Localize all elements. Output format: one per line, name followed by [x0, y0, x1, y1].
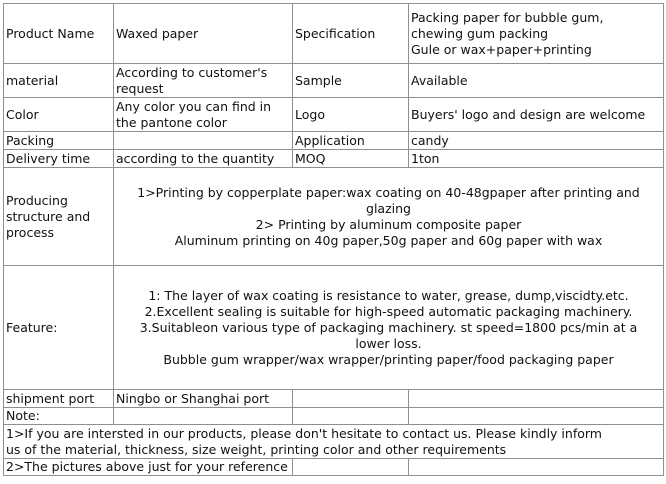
row-material: [4, 64, 664, 98]
producing-line: 1>Printing by copperplate paper:wax coating on 40-48gpaper after printing and: [137, 184, 640, 200]
note-empty-cell: [293, 408, 409, 425]
row-note-1: [4, 425, 664, 459]
note-2-empty-cell: [293, 459, 409, 476]
moq-value: 1ton: [409, 150, 664, 168]
note-empty-cell: [114, 408, 293, 425]
specification-label: Specification: [293, 4, 409, 64]
application-label: Application: [293, 132, 409, 150]
material-line: request: [116, 80, 164, 96]
shipment-empty-cell: [293, 390, 409, 408]
note-1-line: us of the material, thickness, size weight, printing color and other requirements: [6, 441, 507, 457]
sample-value: Available: [409, 64, 664, 98]
row-delivery-time: [4, 150, 664, 168]
producing-label: [4, 168, 114, 266]
material-line: According to customer's: [116, 64, 268, 80]
row-note: [4, 408, 664, 425]
specification-value: [409, 4, 664, 64]
sample-label: Sample: [293, 64, 409, 98]
producing-line: 2> Printing by aluminum composite paper: [255, 216, 522, 232]
logo-label: Logo: [293, 98, 409, 132]
row-producing-process: [4, 168, 664, 266]
shipment-port-label: shipment port: [4, 390, 114, 408]
row-color: [4, 98, 664, 132]
feature-line: Bubble gum wrapper/wax wrapper/printing paper/food packaging paper: [163, 351, 614, 367]
row-feature: [4, 266, 664, 390]
note-empty-cell: [409, 408, 664, 425]
feature-line: 1: The layer of wax coating is resistance to water, grease, dump,viscidty.etc.: [148, 287, 629, 303]
row-note-2: [4, 459, 664, 476]
delivery-time-value: according to the quantity: [114, 150, 293, 168]
producing-label-line: Producing: [6, 192, 68, 208]
color-line: the pantone color: [116, 114, 227, 130]
color-line: Any color you can find in: [116, 98, 272, 114]
feature-label: Feature:: [4, 266, 114, 390]
specification-line: chewing gum packing: [411, 25, 549, 41]
feature-description: [114, 266, 664, 390]
specification-line: Packing paper for bubble gum,: [411, 9, 604, 25]
material-label: material: [4, 64, 114, 98]
producing-label-line: process: [6, 224, 55, 240]
producing-line: glazing: [366, 200, 411, 216]
note-2-text: 2>The pictures above just for your reference: [4, 459, 293, 476]
producing-line: Aluminum printing on 40g paper,50g paper and 60g paper with wax: [174, 232, 603, 248]
feature-line: 3.Suitableon various type of packaging machinery. st speed=1800 pcs/min at a: [139, 319, 638, 335]
moq-label: MOQ: [293, 150, 409, 168]
color-label: Color: [4, 98, 114, 132]
row-packing: [4, 132, 664, 150]
packing-label: Packing: [4, 132, 114, 150]
product-spec-table: [3, 3, 664, 476]
shipment-port-value: Ningbo or Shanghai port: [114, 390, 293, 408]
packing-value: [114, 132, 293, 150]
logo-value: Buyers' logo and design are welcome: [409, 98, 664, 132]
note-2-empty-cell: [409, 459, 664, 476]
note-1-line: 1>If you are intersted in our products, please don't hesitate to contact us. Please kindly inform: [6, 425, 602, 441]
note-label: Note:: [4, 408, 114, 425]
note-1-text: [4, 425, 664, 459]
specification-line: Gule or wax+paper+printing: [411, 41, 592, 57]
feature-line: lower loss.: [355, 335, 422, 351]
color-value: [114, 98, 293, 132]
row-product-name: [4, 4, 664, 64]
producing-description: [114, 168, 664, 266]
feature-line: 2.Excellent sealing is suitable for high-speed automatic packaging machinery.: [144, 303, 633, 319]
product-name-label: Product Name: [4, 4, 114, 64]
application-value: candy: [409, 132, 664, 150]
material-value: [114, 64, 293, 98]
row-shipment-port: [4, 390, 664, 408]
product-name-value: Waxed paper: [114, 4, 293, 64]
shipment-empty-cell: [409, 390, 664, 408]
delivery-time-label: Delivery time: [4, 150, 114, 168]
producing-label-line: structure and: [6, 208, 91, 224]
